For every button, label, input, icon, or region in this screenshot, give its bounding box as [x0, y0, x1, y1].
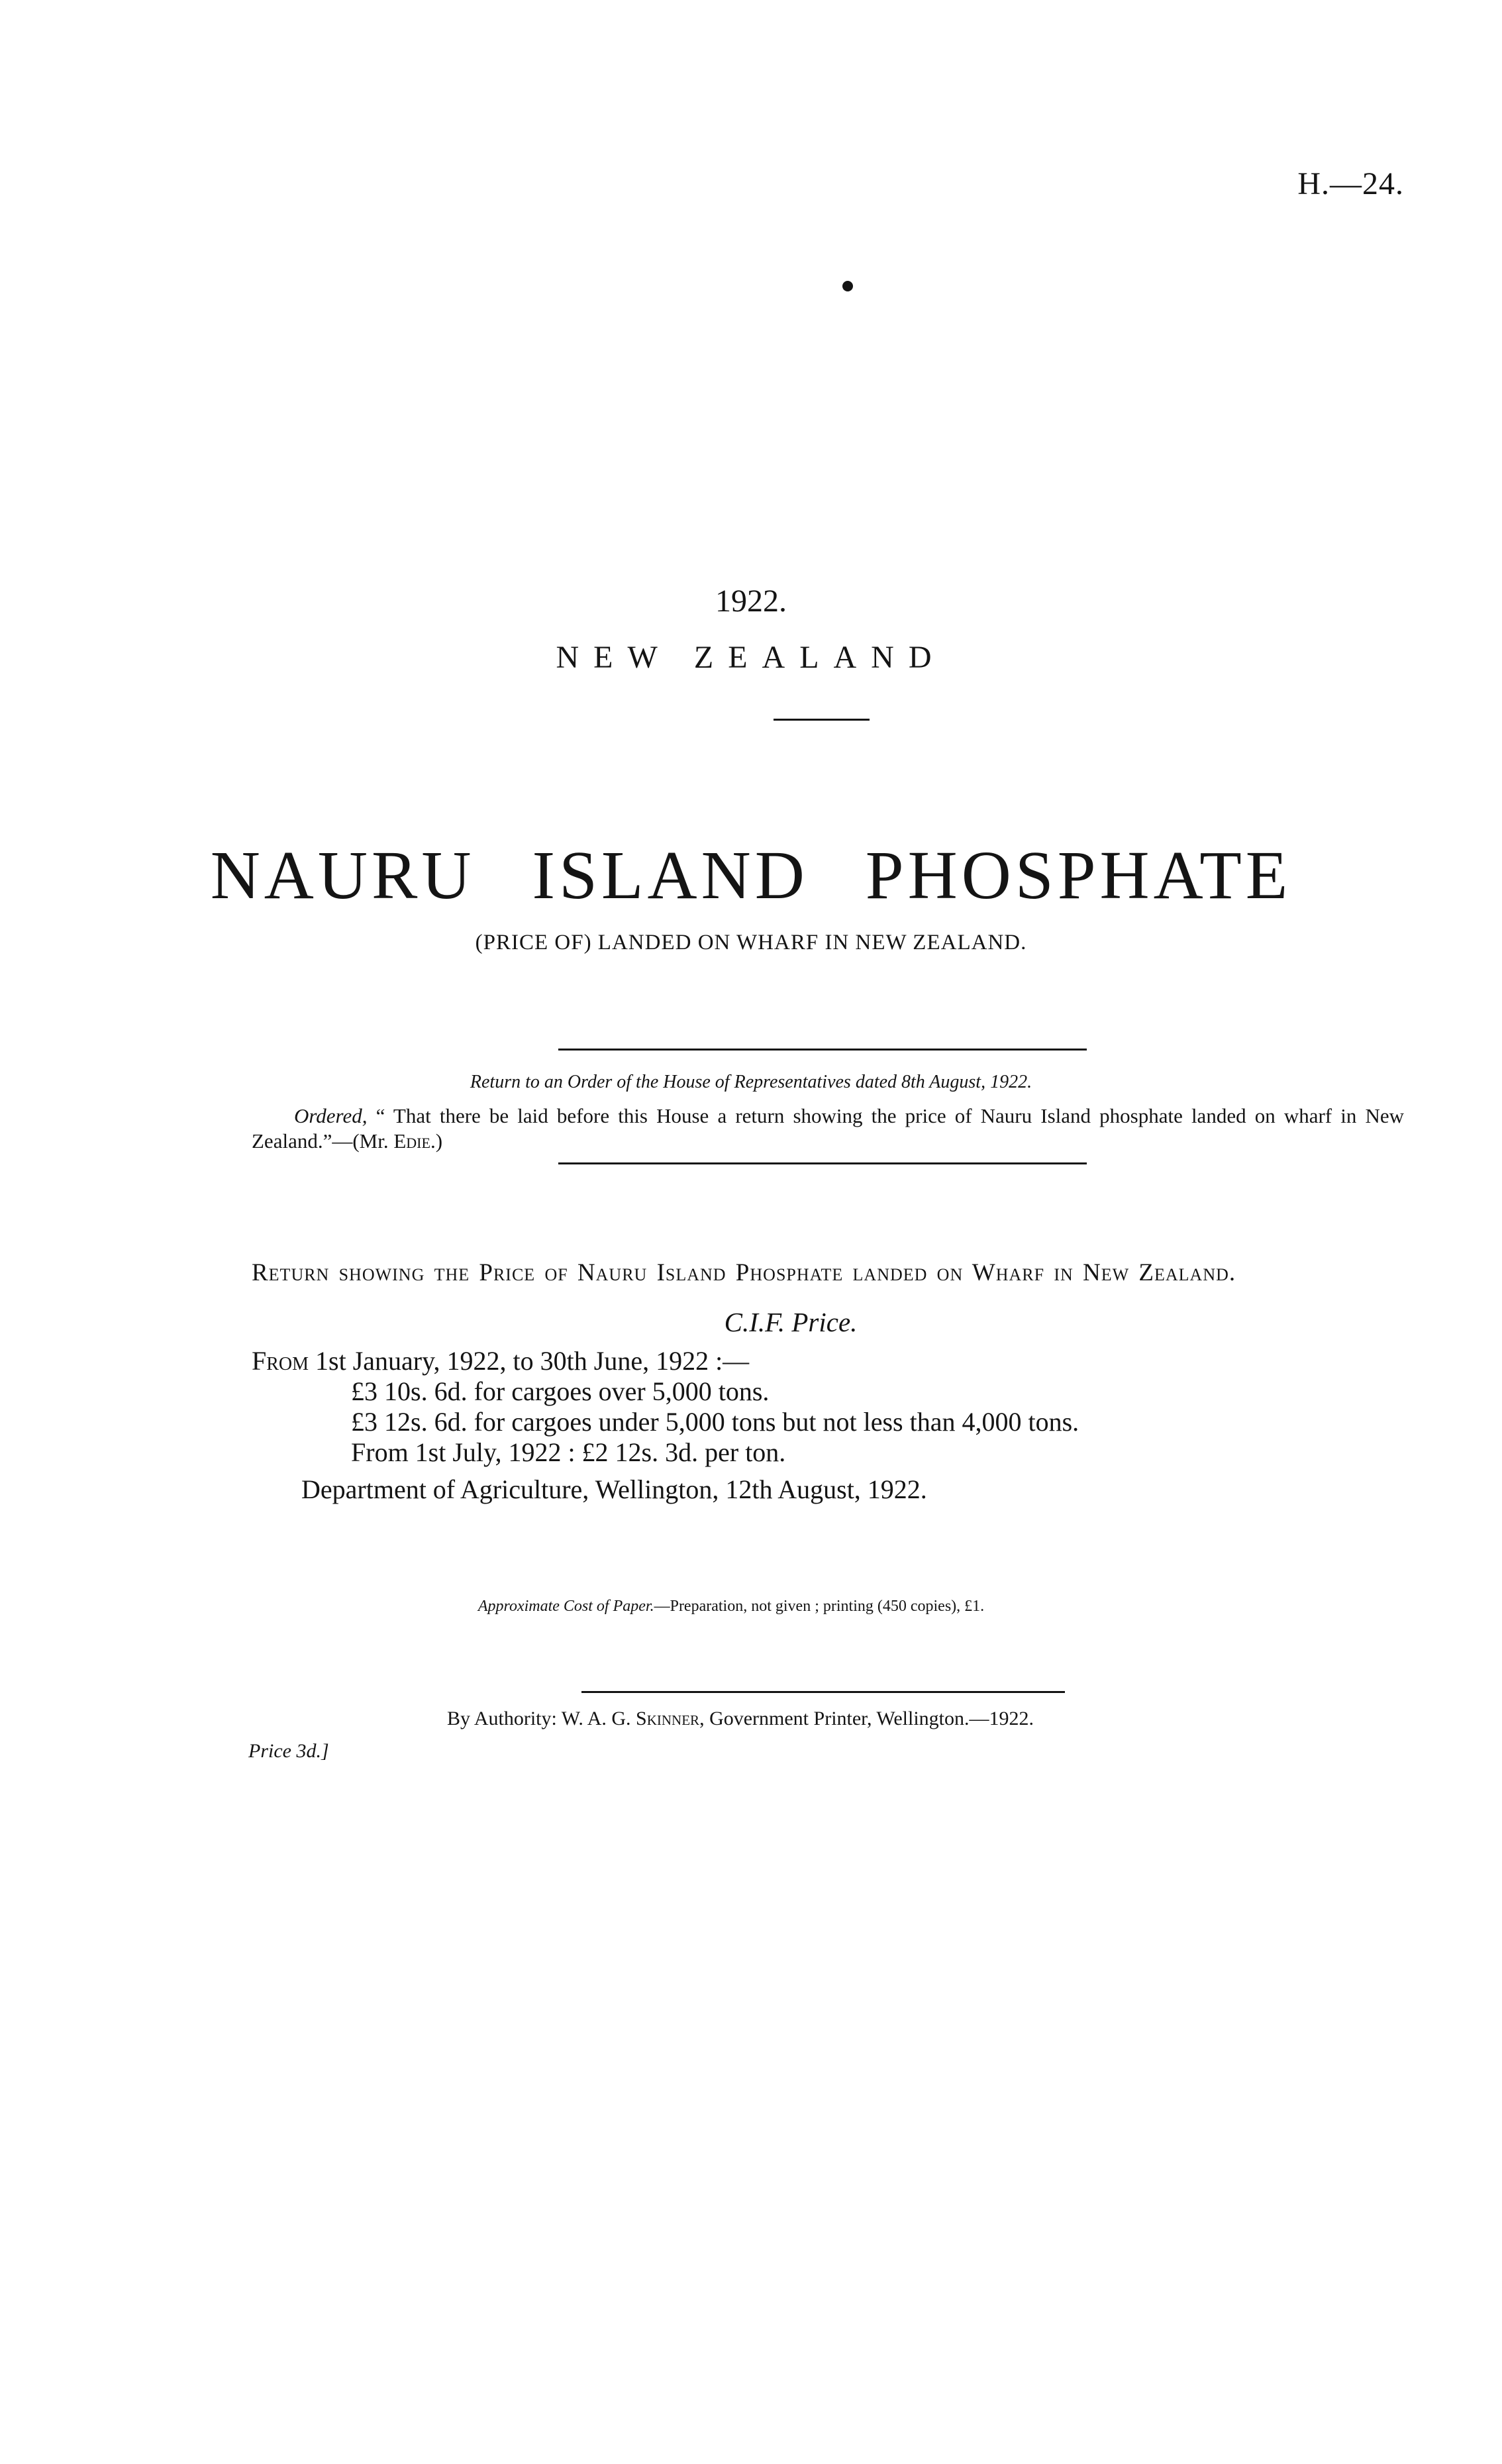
order-closing: .)	[430, 1129, 443, 1153]
return-heading: Return showing the Price of Nauru Island Phosphate landed on Wharf in New Zealand.	[252, 1259, 1236, 1286]
period-line	[252, 1346, 1079, 1376]
page-title: NAURU ISLAND PHOSPHATE	[210, 837, 1292, 913]
ordered-label: Ordered,	[294, 1104, 368, 1127]
document-reference: H.—24.	[1297, 166, 1404, 201]
price-line: £3 10s. 6d. for cargoes over 5,000 tons.	[351, 1376, 770, 1406]
title-divider	[774, 719, 870, 721]
authority-rule	[581, 1691, 1065, 1693]
authority-prefix: By Authority: W. A. G.	[447, 1708, 636, 1729]
authority-suffix: , Government Printer, Wellington.—1922.	[699, 1708, 1034, 1729]
printer-name: Skinner	[636, 1708, 700, 1729]
price-line: From 1st July, 1922 : £2 12s. 3d. per ton.	[351, 1437, 786, 1467]
department-signature: Department of Agriculture, Wellington, 12th August, 1922.	[301, 1474, 927, 1504]
period-text: 1st January, 1922, to 30th June, 1922 :—	[309, 1346, 750, 1376]
cif-price-label: C.I.F. Price.	[724, 1307, 858, 1337]
cost-text: —Preparation, not given ; printing (450 copies), £1.	[654, 1598, 985, 1615]
cost-of-paper	[0, 1598, 1502, 1616]
order-return-line: Return to an Order of the House of Representatives dated 8th August, 1922.	[470, 1072, 1032, 1092]
price-line: £3 12s. 6d. for cargoes under 5,000 tons but not less than 4,000 tons.	[351, 1407, 1079, 1437]
page-subtitle: (PRICE OF) LANDED ON WHARF IN NEW ZEALAND.	[475, 931, 1027, 954]
cost-label: Approximate Cost of Paper.	[477, 1598, 654, 1615]
ordered-text: “ That there be laid before this House a return showing the price of Nauru Island phosphate landed on wharf in New Zealand.”—(Mr.	[252, 1104, 1404, 1153]
member-name: Edie	[393, 1129, 430, 1153]
country-heading: NEW ZEALAND	[556, 640, 946, 675]
price-label: Price 3d.]	[248, 1740, 329, 1762]
from-word: From	[252, 1346, 309, 1376]
bullet-dot	[842, 281, 853, 291]
publication-year: 1922.	[715, 584, 787, 619]
price-list	[252, 1346, 1079, 1468]
order-top-rule	[558, 1049, 1087, 1051]
order-bottom-rule	[558, 1162, 1087, 1164]
authority-line	[447, 1708, 1034, 1730]
order-paragraph	[252, 1104, 1404, 1154]
